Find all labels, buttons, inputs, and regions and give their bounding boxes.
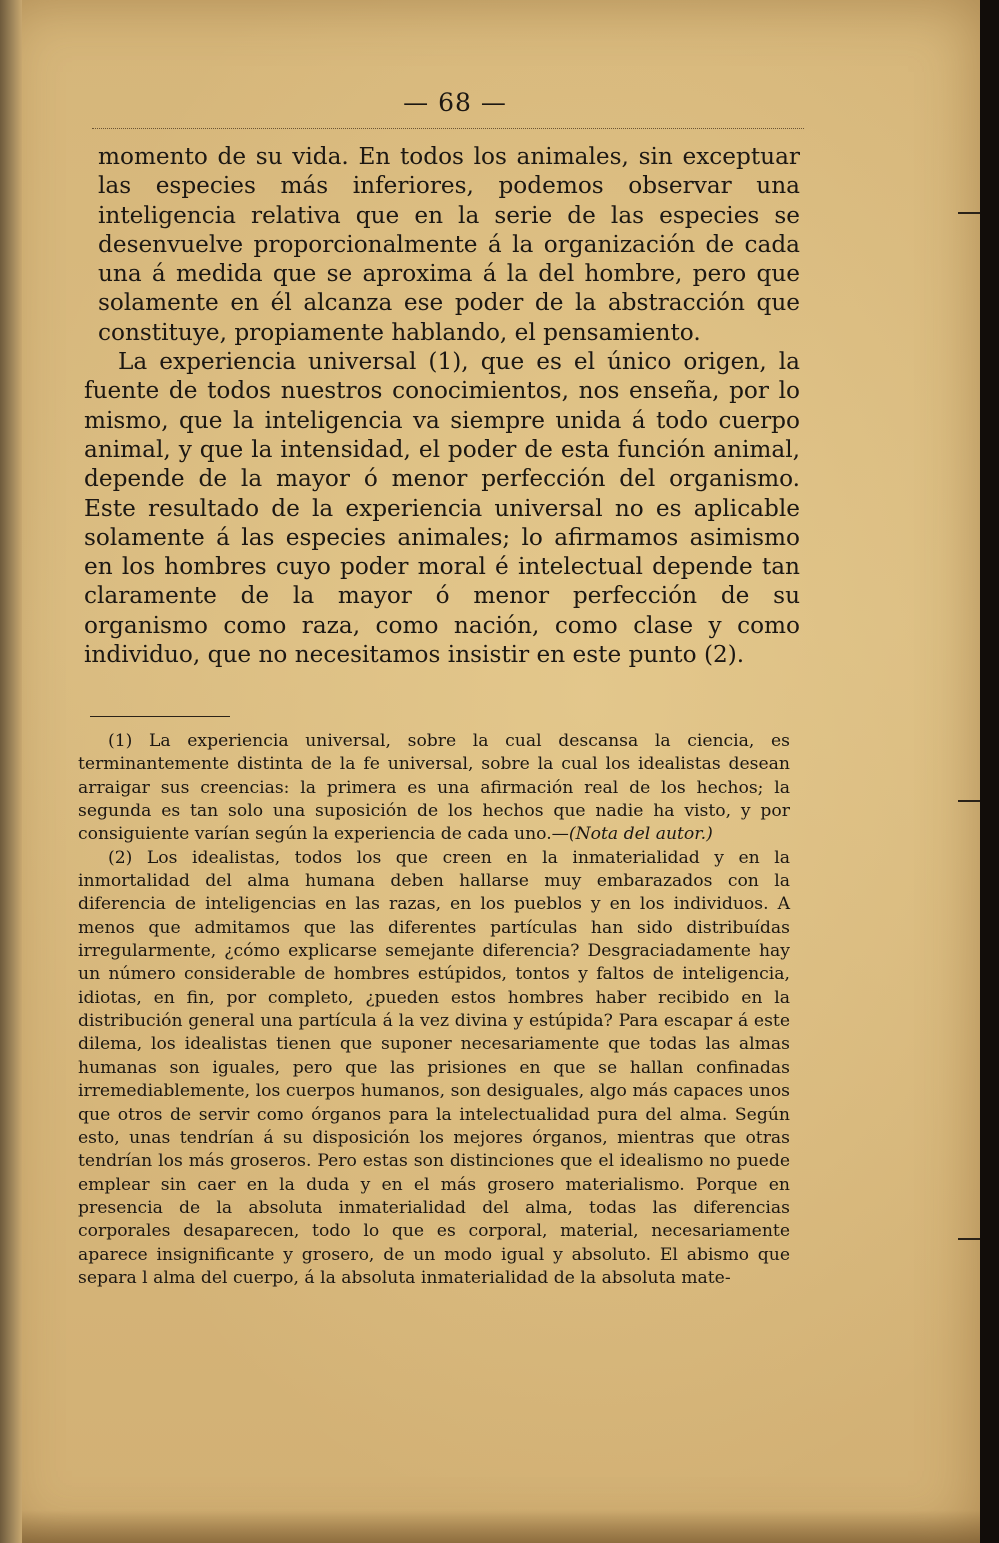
footnotes (78, 730, 790, 1290)
paragraph: La experiencia universal (1), que es el único origen, la fuente de todos nuestros conocimientos, nos enseña, por lo mismo, que la inteligencia va siempre unida á todo cuerpo animal, y que la intensidad, el poder de esta función animal, depende de la mayor ó menor perfección del organismo. Este resultado de la experiencia universal no es aplicable solamente á las especies animales; lo afirmamos asimismo en los hombres cuyo poder moral é intelectual depende tan claramente de la mayor ó menor perfección de su organismo como raza, como nación, como clase y como individuo, que no necesitamos insistir en este punto (2). (84, 348, 800, 669)
book-spine (0, 0, 22, 1543)
header-rule (92, 128, 804, 129)
margin-mark (958, 1238, 980, 1240)
page-bottom-shadow (22, 1510, 980, 1543)
margin-mark (958, 212, 980, 214)
footnote-marker: (2) (108, 847, 133, 868)
footnote-marker: (1) (108, 731, 133, 751)
footnote-author-note: (Nota del autor.) (568, 824, 713, 845)
paragraph: momento de su vida. En todos los animales, sin exceptuar las especies más inferiores, podemos observar una inteligencia relativa que en la serie de las especies se desenvuelve proporcionalmente á la organización de cada una á medida que se aproxima á la del hombre, pero que solamente en él alcanza ese poder de la abstracción que constituye, propiamente hablando, el pensamiento. (98, 143, 800, 346)
footnote-rule (90, 716, 230, 717)
margin-mark (958, 800, 980, 802)
scan-edge (980, 0, 999, 1543)
footnote-1 (78, 730, 790, 847)
footnote-text: Los idealistas, todos los que creen en la inmaterialidad y en la inmortalidad del alma humana deben hallarse muy embarazados con la diferencia de inteligencias en las razas, en los pueblos y en los individuos. A menos que admitamos que las diferentes partículas han sido distribuídas irregularmente, ¿cómo explicarse semejante diferencia? Desgraciadamente hay un número considerable de hombres estúpidos, tontos y faltos de inteligencia, idiotas, en fin, por completo, ¿pueden estos hombres haber recibido en la distribución general una partícula á la vez divina y estúpida? Para escapar á este dilema, los idealistas tienen que suponer necesariamente que todas las almas humanas son iguales, pero que las prisiones en que se hallan confinadas irremediablemente, los cuerpos humanos, son desiguales, algo más capaces unos que otros de servir como órganos para la intelectualidad pura del alma. Según esto, unas tendrían á su disposición los mejores órganos, mientras que otras tendrían los más groseros. Pero estas son distinciones que el idealismo no puede emplear sin caer en la duda y en el más grosero materialismo. Porque en presencia de la absoluta inmaterialidad del alma, todas las diferencias corporales desaparecen, todo lo que es corporal, material, necesariamente aparece insignificante y grosero, de un modo igual y absoluto. El abismo que separa l alma del cuerpo, á la absoluta inmaterialidad de la absoluta mate- (78, 847, 791, 1288)
main-text (84, 142, 800, 669)
page-number: — 68 — (403, 88, 507, 117)
footnote-text: La experiencia universal, sobre la cual descansa la ciencia, es terminantemente distinta de la fe universal, sobre la cual los idealistas desean arraigar sus creencias: la primera es una afirmación real de los hechos; la segunda es tan solo una suposición de los hechos que nadie ha visto, y por consiguiente varían según la experiencia de cada uno.— (78, 731, 790, 845)
footnote-2 (78, 847, 790, 1291)
